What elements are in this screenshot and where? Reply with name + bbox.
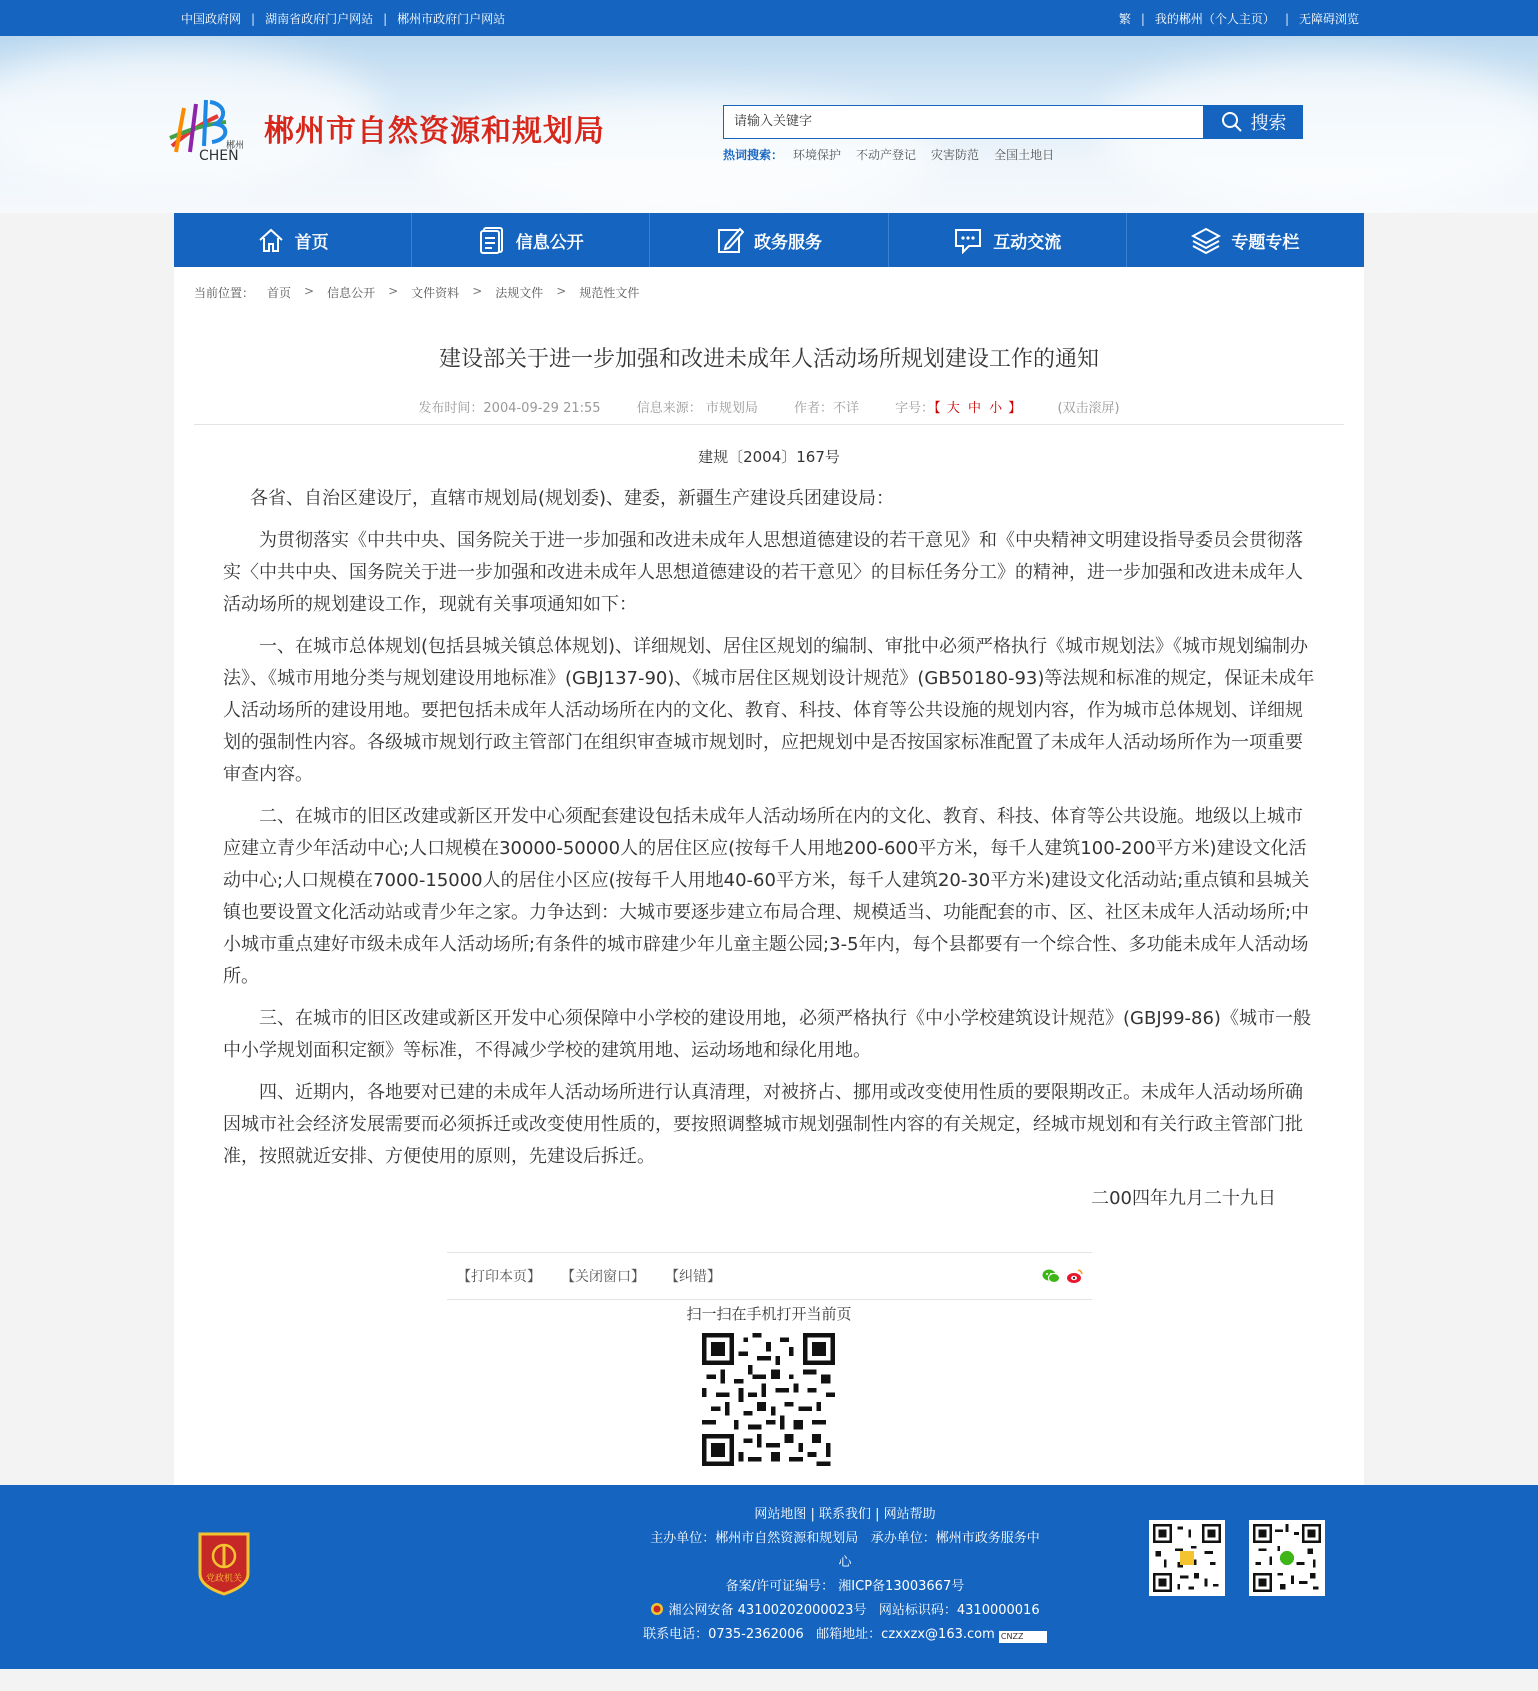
badge-text: 党政机关 <box>205 1574 242 1584</box>
article-paragraph: 为贯彻落实《中共中央、国务院关于进一步加强和改进未成年人思想道德建设的若干意见》和《中央精神文明建设指导委员会贯彻落实〈中共中央、国务院关于进一步加强和改进未成年人思想道德建设的若干意见〉的目标任务分工》的精神，进一步加强和改进未成年人活动场所的规划建设工作，现就有关事项通知如下： <box>223 530 1303 615</box>
footer-site-code: 网站标识码：4310000016 <box>878 1603 1040 1618</box>
footer-contact-row <box>630 1623 1060 1647</box>
breadcrumb-separator: > <box>388 284 399 298</box>
nav-label: 互动交流 <box>993 232 1062 253</box>
nav-label: 首页 <box>294 232 329 253</box>
nav-item-topics[interactable] <box>1127 213 1364 267</box>
footer-organizer-wrap: 心 <box>838 1555 852 1570</box>
footer-phone: 联系电话：0735-2362006 <box>643 1627 804 1642</box>
link-traditional[interactable]: 繁 <box>1118 11 1131 26</box>
page-qr-code <box>702 1333 835 1466</box>
nav-label: 专题专栏 <box>1231 232 1300 253</box>
font-large-button[interactable]: 大 <box>946 401 960 416</box>
hot-word[interactable]: 全国土地日 <box>994 148 1055 162</box>
nav-item-service[interactable] <box>650 213 888 267</box>
footer-police-row <box>630 1599 1060 1623</box>
font-size-control <box>895 401 1021 416</box>
breadcrumb-prefix: 当前位置： <box>194 286 255 300</box>
site-footer <box>0 1485 1538 1669</box>
cnzz-badge[interactable] <box>999 1631 1047 1643</box>
article-title: 建设部关于进一步加强和改进未成年人活动场所规划建设工作的通知 <box>438 347 1099 372</box>
info-source: 信息来源： 市规划局 <box>636 401 758 416</box>
link-accessibility[interactable]: 无障碍浏览 <box>1298 11 1359 26</box>
cnzz-label: CNZZ <box>1000 1632 1024 1641</box>
hot-word[interactable]: 灾害防范 <box>931 148 980 162</box>
font-bracket-close: 】 <box>1008 401 1022 416</box>
footer-link-sep: | <box>806 1507 819 1522</box>
footer-qr-app <box>1249 1520 1325 1596</box>
breadcrumb-item[interactable]: 文件资料 <box>411 286 460 300</box>
breadcrumb-item[interactable]: 信息公开 <box>327 286 376 300</box>
hot-word[interactable]: 不动产登记 <box>856 148 917 162</box>
nav-item-home[interactable] <box>174 213 412 267</box>
footer-icp[interactable]: 备案/许可证编号： 湘ICP备13003667号 <box>725 1579 965 1594</box>
logo-text: 郴州 <box>226 141 245 151</box>
double-click-scroll[interactable]: (双击滚屏) <box>1057 401 1120 416</box>
home-icon <box>257 226 285 254</box>
share-buttons <box>1042 1268 1084 1284</box>
breadcrumb-item[interactable]: 规范性文件 <box>579 286 640 300</box>
article-paragraph: 四、近期内，各地要对已建的未成年人活动场所进行认真清理，对被挤占、挪用或改变使用性质的要限期改正。未成年人活动场所确因城市社会经济发展需要而必须拆迁或改变使用性质的，要按照调整城市规划强制性内容的有关规定，经城市规划和有关行政主管部门批准，按照就近安排、方便使用的原则，先建设后拆迁。 <box>223 1082 1303 1167</box>
layers-icon <box>1191 226 1221 254</box>
article-date: 二00四年九月二十九日 <box>1091 1188 1276 1209</box>
footer-sponsor: 主办单位：郴州市自然资源和规划局 <box>650 1531 859 1546</box>
link-contact[interactable]: 联系我们 <box>818 1507 871 1522</box>
link-my-chenzhou[interactable]: 我的郴州（个人主页） <box>1154 11 1275 26</box>
search-button-label: 搜索 <box>1250 113 1287 134</box>
link-sitemap[interactable]: 网站地图 <box>754 1507 807 1522</box>
breadcrumb-separator: > <box>304 284 315 298</box>
font-bracket-open: 【 <box>934 401 941 416</box>
footer-link-sep: | <box>871 1507 884 1522</box>
hot-words <box>723 146 1054 163</box>
scan-qr-label: 扫一扫在手机打开当前页 <box>686 1305 852 1323</box>
close-window-button[interactable]: 【关闭窗口】 <box>561 1269 645 1285</box>
document-number: 建规〔2004〕167号 <box>698 448 840 466</box>
link-help[interactable]: 网站帮助 <box>883 1507 936 1522</box>
salutation: 各省、自治区建设厅，直辖市规划局(规划委)、建委，新疆生产建设兵团建设局： <box>250 488 895 509</box>
search-icon <box>1221 111 1243 133</box>
footer-info <box>630 1503 1060 1647</box>
site-header <box>0 36 1538 213</box>
article-paragraph: 三、在城市的旧区改建或新区开发中心须保障中小学校的建设用地，必须严格执行《中小学校建筑设计规范》(GBJ99-86)《城市一般中小学规划面积定额》等标准，不得减少学校的建筑用地、运动场地和绿化用地。 <box>223 1008 1311 1061</box>
article-tools <box>447 1252 1092 1300</box>
edit-icon <box>716 225 744 255</box>
search-input[interactable]: 请输入关键字 <box>723 105 1204 139</box>
font-medium-button[interactable]: 中 <box>967 401 981 416</box>
link-chenzhou-gov[interactable]: 郴州市政府门户网站 <box>397 11 506 26</box>
party-gov-badge[interactable] <box>196 1530 252 1596</box>
footer-organizer: 承办单位：郴州市政务服务中 <box>870 1531 1040 1546</box>
title-divider <box>194 424 1344 425</box>
font-size-label: 字号： <box>895 401 935 416</box>
nav-label: 政务服务 <box>754 232 822 253</box>
top-bar <box>0 0 1538 36</box>
article-paragraph: 二、在城市的旧区改建或新区开发中心须配套建设包括未成年人活动场所在内的文化、教育、科技、体育等公共设施。地级以上城市应建立青少年活动中心;人口规模在30000-50000人的居住区应(按每千人用地200-600平方米，每千人建筑100-200平方米)建设文化活动中心;人口规模在7000-15000人的居住小区应(按每千人用地40-60平方米，每千人建筑20-30平方米)建设文化活动站;重点镇和县城关镇也要设置文化活动站或青少年之家。力争达到：大城市要逐步建立布局合理、规模适当、功能配套的市、区、社区未成年人活动场所;中小城市重点建好市级未成年人活动场所;有条件的城市辟建少年儿童主题公园;3-5年内，每个县都要有一个综合性、多功能未成年人活动场所。 <box>223 806 1310 987</box>
author: 作者：不详 <box>793 401 859 416</box>
link-gov-cn[interactable]: 中国政府网 <box>181 11 242 26</box>
breadcrumb-item[interactable]: 首页 <box>267 286 292 300</box>
report-error-button[interactable]: 【纠错】 <box>665 1269 721 1285</box>
top-right-links: 繁 | 我的郴州（个人主页） | 无障碍浏览 <box>1118 11 1359 26</box>
link-hunan-gov[interactable]: 湖南省政府门户网站 <box>265 11 374 26</box>
nav-label: 信息公开 <box>515 232 584 253</box>
print-button[interactable]: 【打印本页】 <box>457 1269 541 1285</box>
bottom-strip <box>0 1669 1538 1691</box>
wechat-icon[interactable] <box>1042 1268 1060 1284</box>
footer-police[interactable]: 湘公网安备 43100202000023号 <box>668 1603 867 1618</box>
search-button[interactable] <box>1204 105 1303 139</box>
top-left-links: 中国政府网 | 湖南省政府门户网站 | 郴州市政府门户网站 <box>181 11 506 26</box>
main-nav <box>174 213 1364 267</box>
footer-email: 邮箱地址：czxxzx@163.com <box>816 1627 995 1642</box>
site-title: 郴州市自然资源和规划局 <box>264 114 605 149</box>
nav-item-info[interactable] <box>412 213 650 267</box>
article-paragraph: 一、在城市总体规划(包括县城关镇总体规划)、详细规划、居住区规划的编制、审批中必须严格执行《城市规划法》《城市规划编制办法》、《城市用地分类与规划建设用地标准》(GBJ137-90)、《城市居住区规划设计规范》(GB50180-93)等法规和标准的规定，保证未成年人活动场所的建设用地。要把包括未成年人活动场所在内的文化、教育、科技、体育等公共设施的规划内容，作为城市总体规划、详细规划的强制性内容。各级城市规划行政主管部门在组织审查城市规划时，应把规划中是否按国家标准配置了未成年人活动场所作为一项重要审查内容。 <box>223 636 1315 785</box>
article-body <box>223 483 1316 1225</box>
hot-word[interactable]: 环境保护 <box>793 148 842 162</box>
footer-sponsor-row <box>630 1527 1060 1551</box>
breadcrumb-separator: > <box>472 284 483 298</box>
nav-item-interact[interactable] <box>889 213 1127 267</box>
breadcrumb-separator: > <box>556 284 567 298</box>
footer-links <box>630 1503 1060 1527</box>
site-logo[interactable] <box>166 94 246 166</box>
article-meta <box>174 397 1364 416</box>
font-small-button[interactable]: 小 <box>989 401 1003 416</box>
weibo-icon[interactable] <box>1066 1268 1084 1284</box>
police-badge-icon <box>650 1602 664 1616</box>
hot-words-label: 热词搜索： <box>723 148 784 162</box>
footer-qr-wechat <box>1149 1520 1225 1596</box>
breadcrumb-item[interactable]: 法规文件 <box>495 286 544 300</box>
breadcrumb <box>194 284 639 301</box>
content-panel <box>174 267 1364 1485</box>
publish-time: 发布时间：2004-09-29 21:55 <box>418 401 601 416</box>
document-icon <box>478 225 506 255</box>
chat-icon <box>953 226 983 254</box>
logo-sub: CHEN <box>199 148 239 164</box>
